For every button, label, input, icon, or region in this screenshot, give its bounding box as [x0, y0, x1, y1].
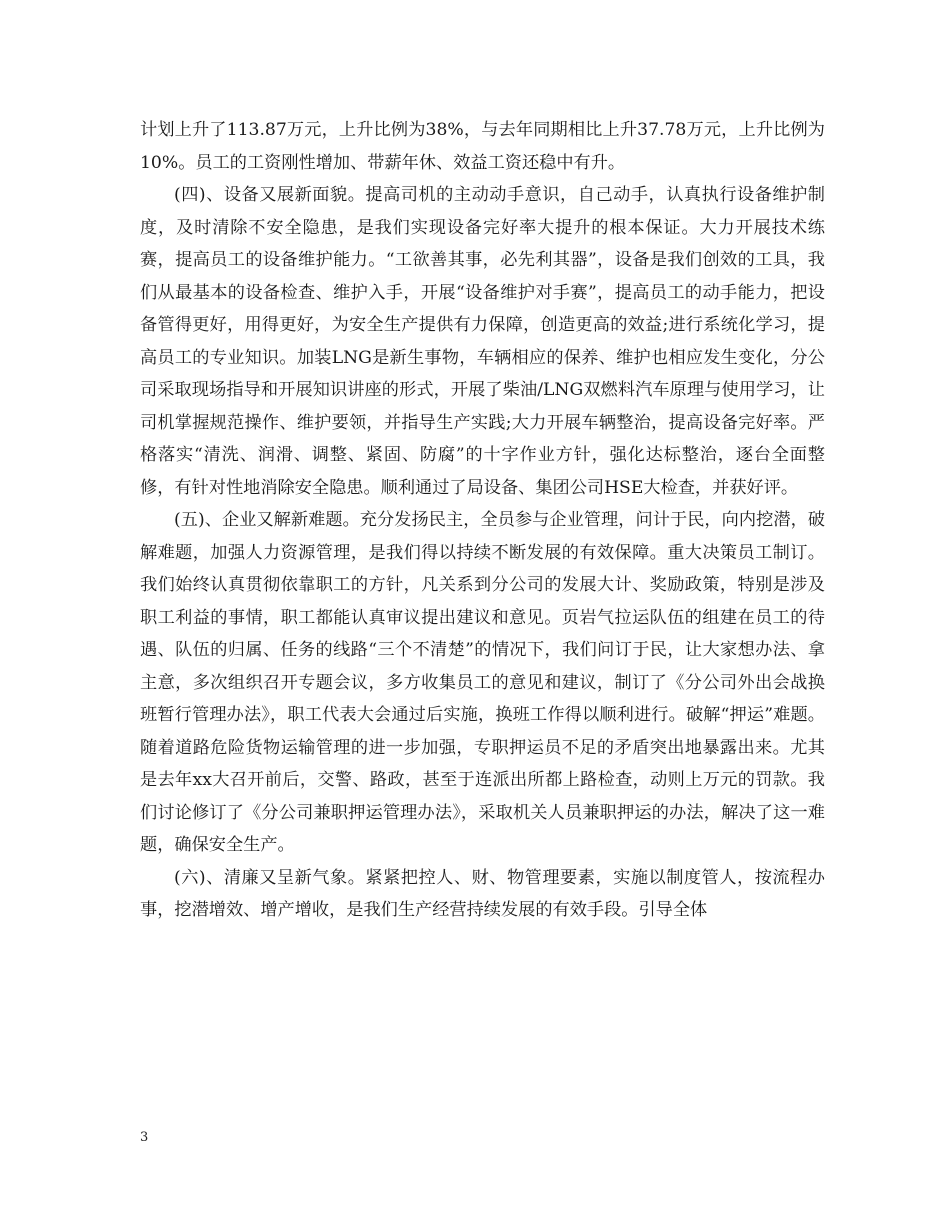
paragraph-section-6: (六)、清廉又呈新气象。紧紧把控人、财、物管理要素，实施以制度管人，按流程办事，挖潜增效、增产增收，是我们生产经营持续发展的有效手段。引导全体 — [140, 867, 825, 920]
document-body — [140, 114, 825, 927]
paragraph-section-4: (四)、设备又展新面貌。提高司机的主动动手意识，自己动手，认真执行设备维护制度，及时清除不安全隐患，是我们实现设备完好率大提升的根本保证。大力开展技术练赛，提高员工的设备维护能力。“工欲善其事，必先利其器”，设备是我们创效的工具，我们从最基本的设备检查、维护入手，开展“设备维护对手赛”，提高员工的动手能力，把设备管得更好，用得更好，为安全生产提供有力保障，创造更高的效益;进行系统化学习，提高员工的专业知识。加装LNG是新生事物，车辆相应的保养、维护也相应发生变化，分公司采取现场指导和开展知识讲座的形式，开展了柴油/LNG双燃料汽车原理与使用学习，让司机掌握规范操作、维护要领，并指导生产实践;大力开展车辆整治，提高设备完好率。严格落实“清洗、润滑、调整、紧固、防腐”的十字作业方针，强化达标整治，逐台全面整修，有针对性地消除安全隐患。顺利通过了局设备、集团公司HSE大检查，并获好评。 — [140, 185, 825, 498]
paragraph-continuation: 计划上升了113.87万元，上升比例为38%，与去年同期相比上升37.78万元，上升比例为10%。员工的工资刚性增加、带薪年休、效益工资还稳中有升。 — [140, 120, 825, 173]
paragraph-section-5: (五)、企业又解新难题。充分发扬民主，全员参与企业管理，问计于民，向内挖潜，破解难题，加强人力资源管理，是我们得以持续不断发展的有效保障。重大决策员工制订。我们始终认真贯彻依靠职工的方针，凡关系到分公司的发展大计、奖励政策，特别是涉及职工利益的事情，职工都能认真审议提出建议和意见。页岩气拉运队伍的组建在员工的待遇、队伍的归属、任务的线路“三个不清楚”的情况下，我们问订于民，让大家想办法、拿主意，多次组织召开专题会议，多方收集员工的意见和建议，制订了《分公司外出会战换班暂行管理办法》，职工代表大会通过后实施，换班工作得以顺利进行。破解“押运”难题。随着道路危险货物运输管理的进一步加强，专职押运员不足的矛盾突出地暴露出来。尤其是去年xx大召开前后，交警、路政，甚至于连派出所都上路检查，动则上万元的罚款。我们讨论修订了《分公司兼职押运管理办法》，采取机关人员兼职押运的办法，解决了这一难题，确保安全生产。 — [140, 510, 825, 855]
page-number: 3 — [140, 1130, 149, 1145]
